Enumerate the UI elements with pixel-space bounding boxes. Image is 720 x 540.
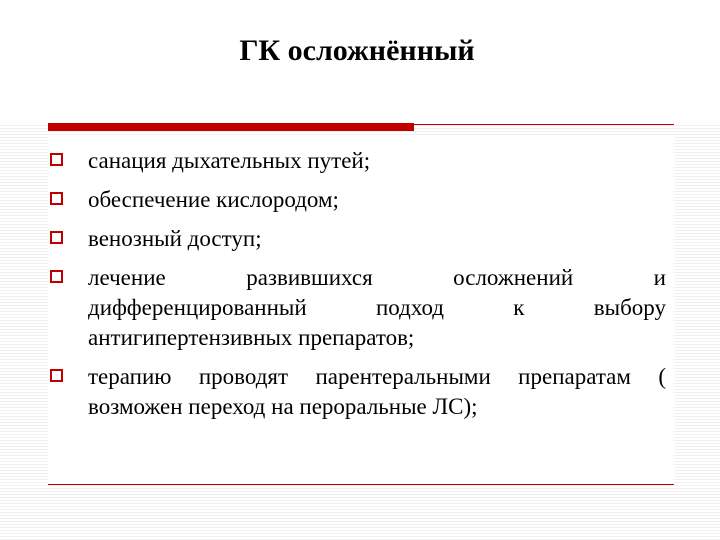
bullet-text: венозный доступ; <box>88 226 262 251</box>
bullet-list <box>48 146 666 431</box>
hollow-square-bullet-icon <box>50 270 63 283</box>
bullet-item <box>48 362 666 422</box>
hollow-square-bullet-icon <box>50 192 63 205</box>
hollow-square-bullet-icon <box>50 369 63 382</box>
title-accent-line <box>414 124 674 125</box>
bullet-item <box>48 146 666 176</box>
bullet-text: обеспечение кислородом; <box>88 187 339 212</box>
title-accent-bar <box>48 123 414 131</box>
bullet-text: терапию проводят парентеральными препаратам ( возможен переход на пероральные ЛС); <box>88 364 666 419</box>
bottom-divider-line <box>48 484 674 485</box>
bullet-item <box>48 185 666 215</box>
slide-title: ГК осложнённый <box>239 34 475 67</box>
hollow-square-bullet-icon <box>50 231 63 244</box>
bullet-item <box>48 224 666 254</box>
bullet-text: лечение развившихся осложнений и дифференцированный подход к выбору антигипертензивных препаратов; <box>88 265 666 350</box>
bullet-text: санация дыхательных путей; <box>88 148 371 173</box>
hollow-square-bullet-icon <box>50 153 63 166</box>
bullet-item <box>48 263 666 353</box>
